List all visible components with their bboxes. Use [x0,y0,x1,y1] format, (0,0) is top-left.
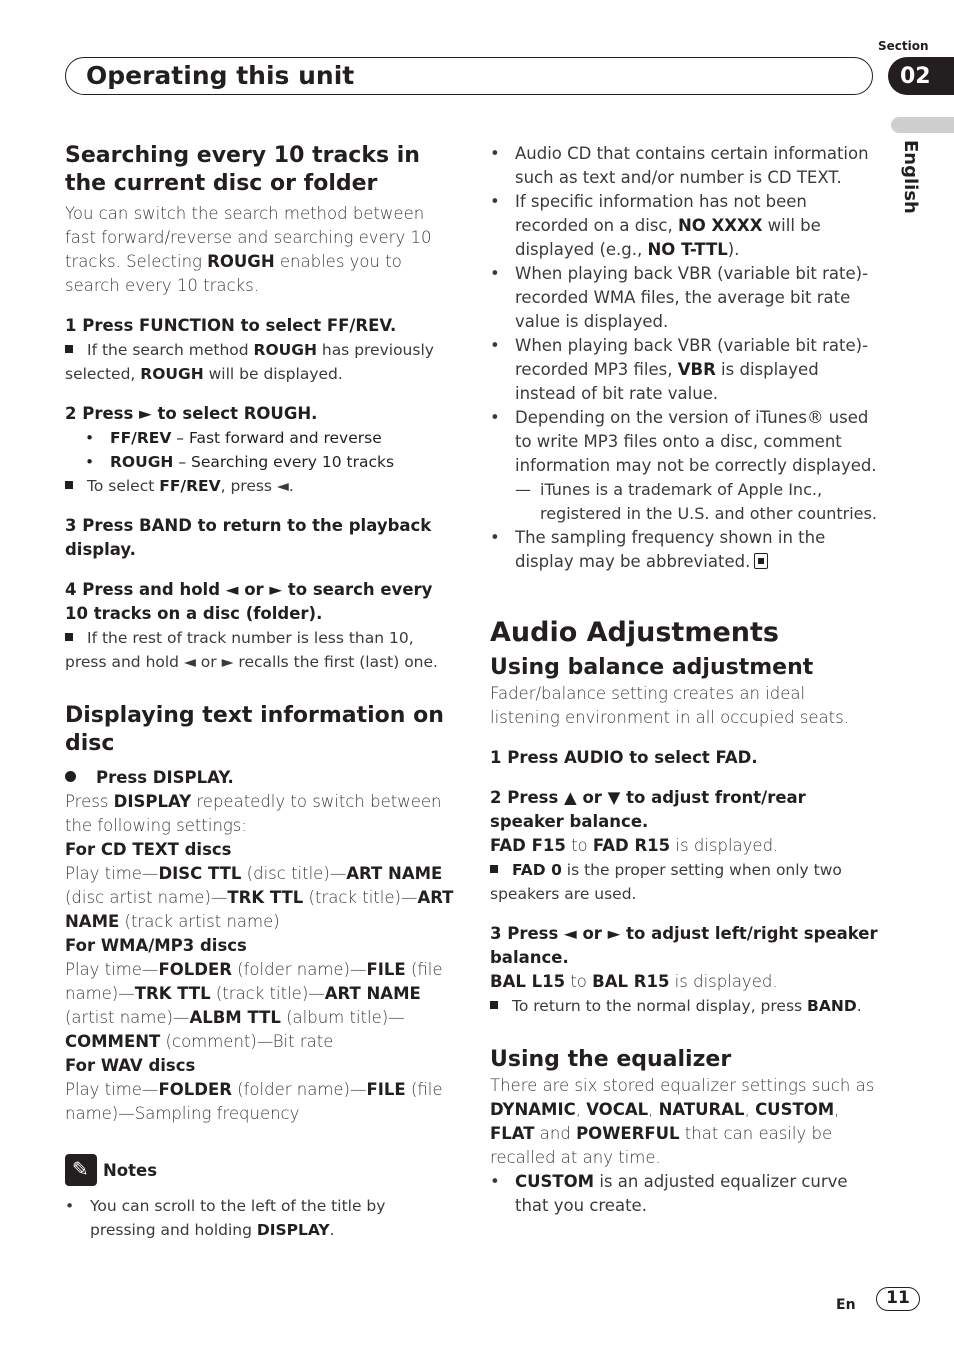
wma-mp3-heading: For WMA/MP3 discs [65,936,247,955]
heading-equalizer: Using the equalizer [490,1047,732,1072]
bal-range: BAL L15 to BAL R15 is displayed. [490,972,778,991]
bullet-vbr-mp3: • When playing back VBR (variable bit rate)-recorded MP3 files, VBR is displayed instead of bit rate value. [490,334,880,406]
bullet-cd-text: • Audio CD that contains certain information such as text and/or number is CD TEXT. [490,142,880,190]
step-1: 1 Press FUNCTION to select FF/REV. [65,316,397,335]
wav-heading: For WAV discs [65,1056,196,1075]
audio-step-2: 2 Press ▲ or ▼ to adjust front/rear speaker balance. [490,788,806,831]
itunes-trademark: — iTunes is a trademark of Apple Inc., registered in the U.S. and other countries. [490,478,880,526]
audio-step-3: 3 Press ◄ or ► to adjust left/right speaker balance. [490,924,878,967]
wma-mp3-sequence: Play time—FOLDER (folder name)—FILE (file name)—TRK TTL (track title)—ART NAME (artist name)—ALBM TTL (album title)—COMMENT (comment)—Bit rate [65,960,443,1051]
step-4-note: If the rest of track number is less than 10, press and hold ◄ or ► recalls the first (last) one. [65,629,438,671]
search-intro: You can switch the search method between fast forward/reverse and searching every 10 tracks. Selecting ROUGH enables you to search every 10 tracks. [65,204,432,295]
heading-balance: Using balance adjustment [490,655,814,680]
wav-sequence: Play time—FOLDER (folder name)—FILE (file name)—Sampling frequency [65,1080,443,1123]
square-bullet-icon [490,1001,498,1009]
step-2-option-ffrev: • FF/REV – Fast forward and reverse [65,426,455,450]
title-bar [65,57,873,95]
press-display-step: Press DISPLAY. [65,766,455,790]
square-bullet-icon [65,633,73,641]
page-number: 11 [876,1287,920,1311]
square-bullet-icon [65,345,73,353]
balance-intro: Fader/balance setting creates an ideal listening environment in all occupied seats. [490,684,849,727]
bullet-no-xxxx: • If specific information has not been recorded on a disc, NO XXXX will be displayed (e.g., NO T-TTL). [490,190,880,262]
step-1-note: If the search method ROUGH has previously selected, ROUGH will be displayed. [65,341,434,383]
language-label: English [900,140,921,214]
bullet-vbr-wma: • When playing back VBR (variable bit rate)-recorded WMA files, the average bit rate value is displayed. [490,262,880,334]
fad-range: FAD F15 to FAD R15 is displayed. [490,836,779,855]
section-number-badge: 02 [888,57,954,95]
heading-display-text: Displaying text information on disc [65,703,444,756]
fad-note: FAD 0 is the proper setting when only two speakers are used. [490,861,842,903]
footer-language: En [836,1297,856,1313]
page-title: Operating this unit [86,61,355,90]
section-label: Section [878,39,929,53]
bullet-itunes: • Depending on the version of iTunes® used to write MP3 files onto a disc, comment information may not be correctly displayed. [490,406,880,478]
square-bullet-icon [490,865,498,873]
round-bullet-icon [65,771,76,782]
step-2-note: To select FF/REV, press ◄. [65,474,455,498]
left-column [65,142,455,1242]
step-2: 2 Press ► to select ROUGH. [65,404,318,423]
cd-text-sequence: Play time—DISC TTL (disc title)—ART NAME (disc artist name)—TRK TTL (track title)—ART NAME (track artist name) [65,864,454,931]
note-scroll-title: • You can scroll to the left of the title by pressing and holding DISPLAY. [65,1194,455,1242]
step-4: 4 Press and hold ◄ or ► to search every 10 tracks on a disc (folder). [65,580,433,623]
bal-note: To return to the normal display, press BAND. [490,994,880,1018]
step-2-option-rough: • ROUGH – Searching every 10 tracks [65,450,455,474]
heading-audio-adjustments: Audio Adjustments [490,617,779,648]
notes-header: ✎Notes [65,1154,455,1186]
display-intro: Press DISPLAY repeatedly to switch between the following settings: [65,792,442,835]
bullet-sampling: • The sampling frequency shown in the display may be abbreviated. [490,526,880,574]
cd-text-heading: For CD TEXT discs [65,840,232,859]
end-mark-icon [754,553,768,569]
audio-step-1: 1 Press AUDIO to select FAD. [490,748,758,767]
square-bullet-icon [65,481,73,489]
bullet-custom: • CUSTOM is an adjusted equalizer curve that you create. [490,1170,880,1218]
right-column [490,142,880,1218]
equalizer-intro: There are six stored equalizer settings such as DYNAMIC, VOCAL, NATURAL, CUSTOM, FLAT and POWERFUL that can easily be recalled at any time. [490,1076,875,1167]
heading-search-10-tracks: Searching every 10 tracks in the current disc or folder [65,143,420,196]
step-3: 3 Press BAND to return to the playback display. [65,516,432,559]
notes-pencil-icon [65,1154,97,1186]
language-tab [891,117,954,133]
